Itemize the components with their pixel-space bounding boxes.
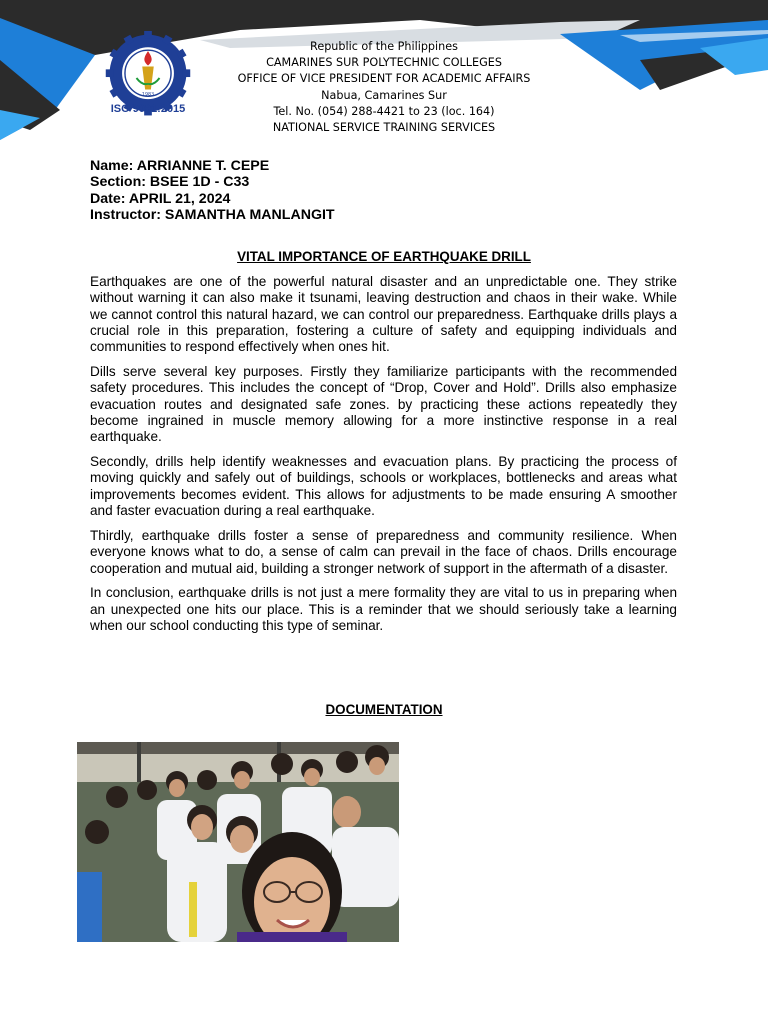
- student-info: [90, 158, 335, 224]
- letterhead-line: Tel. No. (054) 288-4421 to 23 (loc. 164): [273, 104, 495, 118]
- student-section: Section: BSEE 1D - C33: [90, 174, 250, 191]
- student-name: Name: ARRIANNE T. CEPE: [90, 158, 270, 174]
- iso-certification-label: ISO 9001:2015: [110, 103, 186, 115]
- essay-title: VITAL IMPORTANCE OF EARTHQUAKE DRILL: [237, 249, 531, 264]
- essay-paragraph: Thirdly, earthquake drills foster a sense of preparedness and community resilience. When everyone knows what to do, a sense of calm can prevail in the face of chaos. Drills encourage cooperation and mutual aid, building a stronger network of support in the aftermath of a disaster.: [90, 527, 677, 576]
- svg-text:1983: 1983: [141, 92, 155, 98]
- essay-paragraph: Earthquakes are one of the powerful natural disaster and an unpredictable one. They strike without warning it can also make it tsunami, leaving destruction and chaos in their wake. While we cannot control this natural hazard, we can control our preparedness. Earthquake drills plays a crucial role in this preparation, fostering a culture of safety and equipping individuals and communities to respond effectively when ones hit.: [90, 274, 677, 355]
- essay-paragraph: Dills serve several key purposes. Firstly they familiarize participants with the recommended safety procedures. This includes the concept of “Drop, Cover and Hold”. Drills also emphasize evacuation routes and designated safe zones. by practicing these actions repeatedly they become ingrained in muscle memory allowing for a more instinctive response in a real earthquake.: [90, 364, 677, 445]
- letterhead-line: Nabua, Camarines Sur: [321, 88, 447, 102]
- group-photo: [77, 742, 399, 942]
- essay-paragraph: Secondly, drills help identify weaknesses and evacuation plans. By practicing the process of moving quickly and safely out of buildings, schools or workplaces, bottlenecks and areas what improvements becomes evident. This allows for adjustments to be made ensuring A smoother and faster evacuation during a real earthquake.: [90, 454, 677, 519]
- letterhead-line: NATIONAL SERVICE TRAINING SERVICES: [272, 121, 496, 135]
- essay-paragraph: In conclusion, earthquake drills is not just a mere formality they are vital to us in preparing when an unexpected one hits our place. This is a reminder that we should seriously take a learning when our school conducting this type of seminar.: [90, 585, 677, 634]
- letterhead-line: CAMARINES SUR POLYTECHNIC COLLEGES: [266, 56, 502, 70]
- letterhead-line: Republic of the Philippines: [310, 40, 458, 53]
- letterhead: [200, 39, 568, 136]
- submission-date: Date: APRIL 21, 2024: [90, 190, 231, 207]
- instructor-name: Instructor: SAMANTHA MANLANGIT: [90, 207, 335, 224]
- letterhead-line: OFFICE OF VICE PRESIDENT FOR ACADEMIC AFFAIRS: [237, 72, 531, 86]
- documentation-title: DOCUMENTATION: [325, 702, 443, 717]
- essay-body: [90, 274, 677, 643]
